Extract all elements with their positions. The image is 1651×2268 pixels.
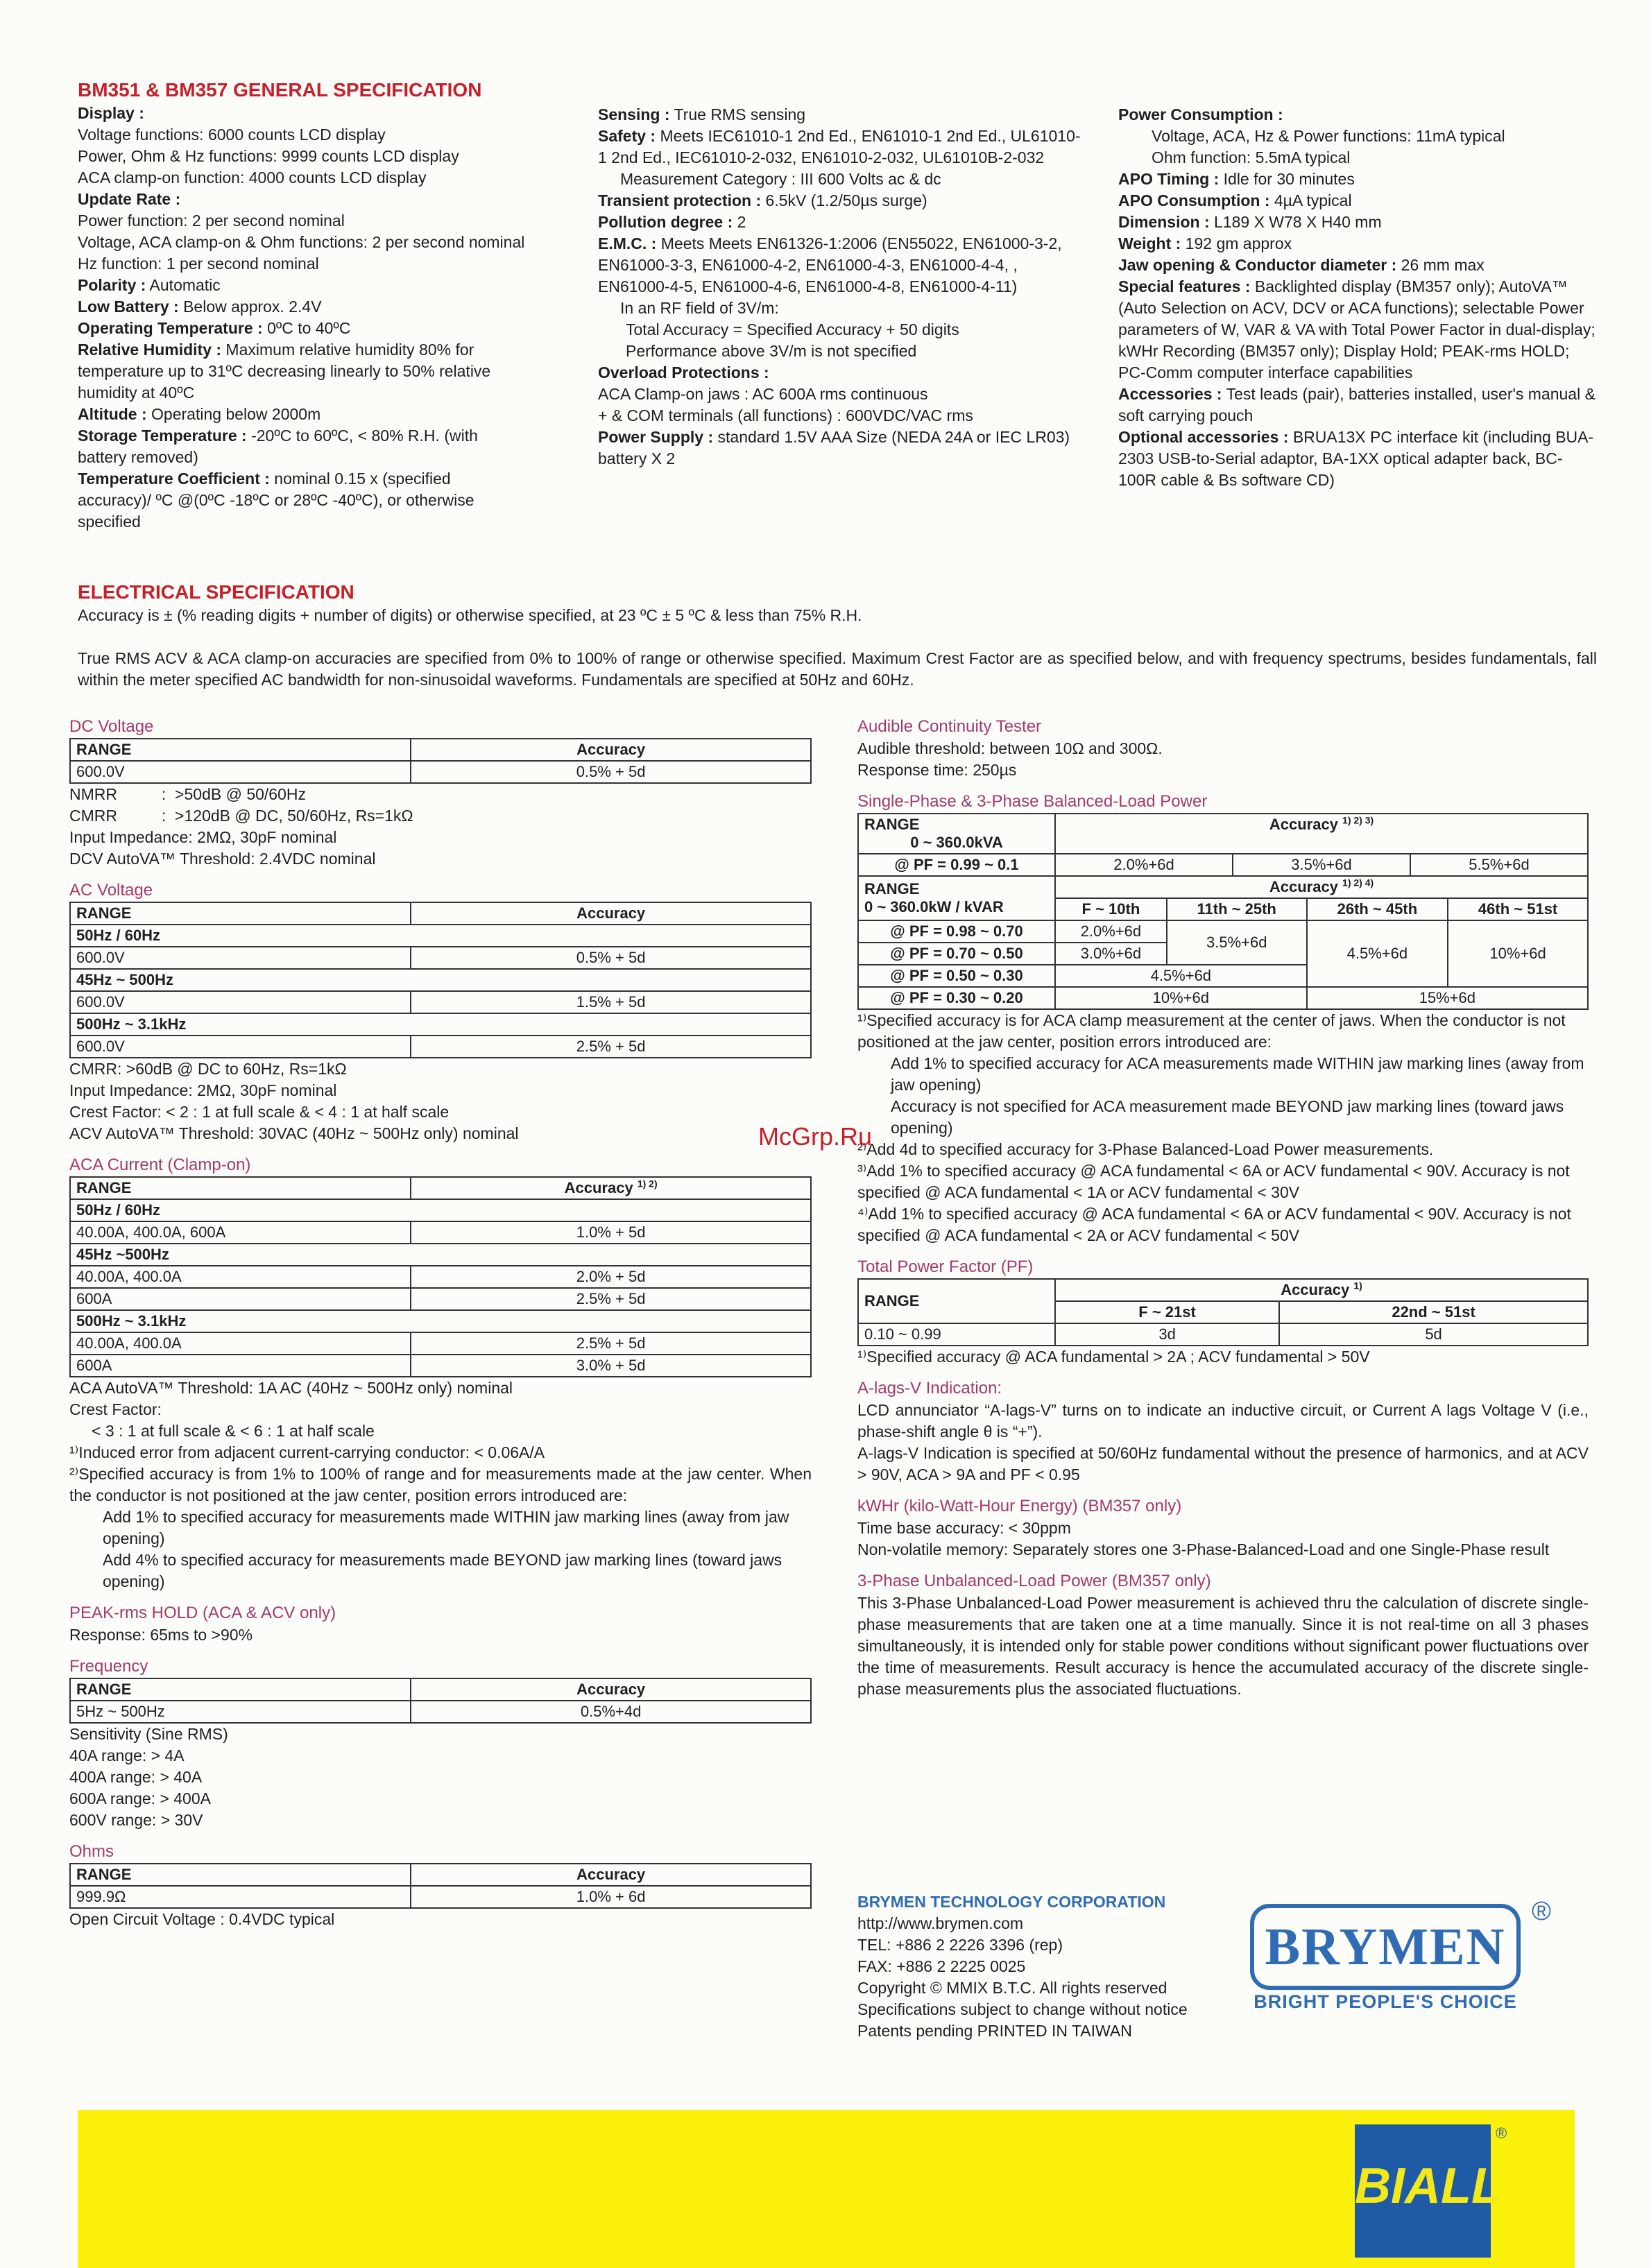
spec-label: Operating Temperature : <box>78 319 263 337</box>
spec-line <box>78 146 529 167</box>
spec-line <box>598 341 1084 362</box>
unbal-title: 3-Phase Unbalanced-Load Power (BM357 only) <box>857 1572 1211 1590</box>
spec-line <box>78 339 529 404</box>
aca-accuracy: 3.0% + 5d <box>411 1355 811 1377</box>
aca-accuracy: 2.0% + 5d <box>411 1266 811 1288</box>
footnote: ³⁾Add 1% to specified accuracy @ ACA fundamental < 6A or ACV fundamental < 90V. Accuracy is not specified @ ACA fundamental < 1A or ACV fundamental < 30V <box>857 1162 1570 1201</box>
acv-range: 600.0V <box>70 1036 411 1058</box>
aca-range: 600A <box>70 1355 411 1377</box>
power-title: Single-Phase & 3-Phase Balanced-Load Power <box>857 792 1208 811</box>
acv-range: 600.0V <box>70 991 411 1013</box>
acv-accuracy: 2.5% + 5d <box>411 1036 811 1058</box>
pf-table <box>857 1278 1589 1346</box>
spec-value: BRUA13X PC interface kit (including BUA-2303 USB-to-Serial adaptor, BA-1XX optical adapter back, BC-100R cable & Bs software CD) <box>1118 428 1594 489</box>
spec-label: Jaw opening & Conductor diameter : <box>1118 256 1397 274</box>
continuity-title: Audible Continuity Tester <box>857 717 1042 736</box>
acv-band: 50Hz / 60Hz <box>70 925 811 947</box>
watermark-text: McGrp.Ru <box>758 1122 873 1151</box>
spec-label: APO Timing : <box>1118 170 1220 188</box>
power2-val: 3.0%+6d <box>1055 943 1167 965</box>
spec-value: 26 mm max <box>1396 256 1485 274</box>
brymen-tagline: BRIGHT PEOPLE'S CHOICE <box>1254 1991 1517 2012</box>
spec-value: standard 1.5V AAA Size (NEDA 24A or IEC LR03) battery X 2 <box>598 428 1070 467</box>
aca-table <box>69 1176 812 1377</box>
spec-line <box>1118 190 1597 212</box>
continuity-line: Audible threshold: between 10Ω and 300Ω. <box>857 739 1163 757</box>
kwhr-title: kWHr (kilo-Watt-Hour Energy) (BM357 only) <box>857 1497 1182 1515</box>
electrical-accuracy-note: Accuracy is ± (% reading digits + number of digits) or otherwise specified, at 23 ºC ± 5 ºC & less than 75% R.H. <box>78 606 862 624</box>
aca-range: 40.00A, 400.0A <box>70 1332 411 1355</box>
footnote: ⁴⁾Add 1% to specified accuracy @ ACA fundamental < 6A or ACV fundamental < 90V. Accuracy is not specified @ ACA fundamental < 2A or ACV fundamental < 50V <box>857 1205 1571 1244</box>
power2-val: 3.5%+6d <box>1167 920 1307 965</box>
power-table-2 <box>857 875 1589 1010</box>
spec-line <box>78 124 529 146</box>
company-line: TEL: +886 2 2226 3396 (rep) <box>857 1936 1063 1954</box>
freq-title: Frequency <box>69 1657 148 1676</box>
spec-line <box>598 126 1084 169</box>
spec-line <box>598 427 1084 470</box>
power1-acc-header: Accuracy $^{1) 2) 3)}$ <box>1055 814 1588 854</box>
spec-line <box>1118 104 1597 126</box>
registered-icon: ® <box>1496 2124 1507 2142</box>
power2-acc-header: Accuracy $^{1) 2) 4)}$ <box>1055 876 1588 898</box>
registered-icon: ® <box>1532 1897 1551 1926</box>
footnote: Crest Factor: <box>69 1400 162 1418</box>
spec-label: E.M.C. : <box>598 234 657 252</box>
spec-value: Backlighted display (BM357 only); AutoVA™ (Auto Selection on ACV, DCV or ACA functions); selectable Power parameters of W, VAR & VA with Total Power Factor in dual-display; kWHr Recording (BM357 only); Display Hold; PEAK-rms HOLD; PC-Comm computer interface capabilities <box>1118 277 1596 381</box>
footnote: Add 1% to specified accuracy for ACA measurements made WITHIN jaw marking lines (away from jaw opening) <box>891 1054 1584 1094</box>
spec-line <box>598 298 1084 319</box>
acv-band: 45Hz ~ 500Hz <box>70 969 811 991</box>
unbal-text: This 3-Phase Unbalanced-Load Power measurement is achieved thru the calculation of discrete single-phase measurements that are taken one at a time manually. Since it is not real-time on all 3 phases simultaneously, it is intended only for stable power conditions without significant power fluctuations over the time of measurements. Result accuracy is hence the accumulated accuracy of the discrete single-phase measurements plus the associated fluctuations. <box>857 1594 1589 1698</box>
spec-value: Meets IEC61010-1 2nd Ed., EN61010-1 2nd Ed., UL61010-1 2nd Ed., IEC61010-2-032, EN61010-2-032, UL61010B-2-032 <box>598 127 1081 166</box>
general-col-3 <box>1118 104 1597 491</box>
power-table-1 <box>857 813 1589 877</box>
freq-range: 5Hz ~ 500Hz <box>70 1701 411 1723</box>
acv-acc-header: Accuracy <box>411 902 811 925</box>
spec-line <box>1118 212 1597 233</box>
freq-note: 600V range: > 30V <box>69 1811 203 1829</box>
power1-val: 5.5%+6d <box>1410 854 1588 876</box>
spec-line <box>598 384 1084 405</box>
power2-pf: @ PF = 0.98 ~ 0.70 <box>858 920 1055 943</box>
dcv-accuracy: 0.5% + 5d <box>411 761 811 783</box>
acv-note: CMRR: >60dB @ DC to 60Hz, Rs=1kΩ <box>69 1060 347 1078</box>
dcv-note: Input Impedance: 2MΩ, 30pF nominal <box>69 828 337 846</box>
spec-line <box>78 103 529 124</box>
electrical-title: ELECTRICAL SPECIFICATION <box>78 581 354 603</box>
spec-value: Voltage functions: 6000 counts LCD display <box>78 126 386 144</box>
spec-line <box>598 169 1084 190</box>
aca-acc-header: Accuracy $^{1) 2)}$ <box>411 1177 811 1199</box>
dcv-acc-header: Accuracy <box>411 739 811 761</box>
acv-title: AC Voltage <box>69 881 153 900</box>
spec-label: APO Consumption : <box>1118 191 1270 209</box>
aca-band: 500Hz ~ 3.1kHz <box>70 1310 811 1332</box>
freq-note: 400A range: > 40A <box>69 1768 203 1786</box>
peak-text: Response: 65ms to >90% <box>69 1626 253 1644</box>
alags-line: A-lags-V Indication is specified at 50/60Hz fundamental without the presence of harmonics, and at ACV > 90V, ACA > 9A and PF < 0.95 <box>857 1444 1589 1484</box>
dcv-note: CMRR : >120dB @ DC, 50/60Hz, Rs=1kΩ <box>69 807 413 825</box>
acv-note: Input Impedance: 2MΩ, 30pF nominal <box>69 1081 337 1099</box>
power2-val: 10%+6d <box>1055 987 1307 1009</box>
spec-value: Voltage, ACA, Hz & Power functions: 11mA typical <box>1152 127 1505 145</box>
spec-line <box>1118 147 1597 169</box>
spec-value: Performance above 3V/m is not specified <box>626 342 917 360</box>
spec-line <box>78 253 529 275</box>
spec-value: Meets Meets EN61326-1:2006 (EN55022, EN61000-3-2, EN61000-3-3, EN61000-4-2, EN61000-4-3, EN61000-4-4, , EN61000-4-5, EN61000-4-6, EN61000-4-8, EN61000-4-11) <box>598 234 1062 295</box>
spec-label: Altitude : <box>78 405 147 423</box>
aca-band: 50Hz / 60Hz <box>70 1199 811 1221</box>
spec-value: ACA Clamp-on jaws : AC 600A rms continuous <box>598 385 928 403</box>
spec-value: 6.5kV (1.2/50µs surge) <box>761 191 927 209</box>
alags-line: LCD annunciator “A-lags-V” turns on to indicate an inductive circuit, or Current A lags Voltage V (i.e., phase-shift angle θ is “+”). <box>857 1401 1589 1441</box>
dcv-range: 600.0V <box>70 761 411 783</box>
footnote: Add 4% to specified accuracy for measurements made BEYOND jaw marking lines (toward jaws opening) <box>103 1551 782 1590</box>
brymen-logo-box <box>1250 1904 1521 1990</box>
acv-note: ACV AutoVA™ Threshold: 30VAC (40Hz ~ 500Hz only) nominal <box>69 1124 519 1142</box>
brymen-logo <box>1250 1904 1521 2013</box>
spec-label: Special features : <box>1118 277 1251 295</box>
spec-value: 2 <box>733 213 746 231</box>
spec-value: Measurement Category : III 600 Volts ac & dc <box>620 170 941 188</box>
aca-range: 40.00A, 400.0A, 600A <box>70 1221 411 1244</box>
spec-line <box>78 425 529 468</box>
spec-line <box>78 275 529 296</box>
pf-col: F ~ 21st <box>1055 1301 1279 1323</box>
general-col-1 <box>78 78 529 533</box>
acv-note: Crest Factor: < 2 : 1 at full scale & < 4 : 1 at half scale <box>69 1103 450 1121</box>
freq-range-header: RANGE <box>70 1678 411 1701</box>
company-line: Copyright © MMIX B.T.C. All rights reserved <box>857 1979 1167 1997</box>
spec-line <box>1118 126 1597 147</box>
power1-val: 2.0%+6d <box>1055 854 1233 876</box>
spec-line <box>598 233 1084 298</box>
spec-value: Automatic <box>146 276 221 294</box>
right-spec-column <box>857 716 1589 1700</box>
aca-range-header: RANGE <box>70 1177 411 1199</box>
spec-line <box>1118 169 1597 190</box>
power2-col: 26th ~ 45th <box>1307 898 1448 920</box>
spec-label: Relative Humidity : <box>78 341 222 359</box>
alags-title: A-lags-V Indication: <box>857 1379 1002 1398</box>
spec-label: Update Rate : <box>78 190 181 208</box>
footer-yellow-band <box>78 2110 1575 2268</box>
electrical-header <box>78 580 1597 691</box>
footnote: ACA AutoVA™ Threshold: 1A AC (40Hz ~ 500Hz only) nominal <box>69 1379 513 1397</box>
spec-label: Power Supply : <box>598 428 714 446</box>
power2-val: 15%+6d <box>1307 987 1588 1009</box>
spec-value: + & COM terminals (all functions) : 600VDC/VAC rms <box>598 406 973 424</box>
spec-label: Power Consumption : <box>1118 105 1283 123</box>
company-name: BRYMEN TECHNOLOGY CORPORATION <box>857 1893 1166 1911</box>
spec-value: Maximum relative humidity 80% for temperature up to 31ºC decreasing linearly to 50% relative humidity at 40ºC <box>78 341 491 402</box>
spec-value: ACA clamp-on function: 4000 counts LCD display <box>78 169 427 187</box>
spec-line <box>1118 384 1597 427</box>
spec-label: Temperature Coefficient : <box>78 470 270 488</box>
brymen-wordmark: BRYMEN <box>1265 1917 1506 1976</box>
ohms-table <box>69 1863 812 1909</box>
aca-range: 40.00A, 400.0A <box>70 1266 411 1288</box>
spec-label: Transient protection : <box>598 191 762 209</box>
spec-value: In an RF field of 3V/m: <box>620 299 779 317</box>
aca-band: 45Hz ~500Hz <box>70 1244 811 1266</box>
power1-pf: @ PF = 0.99 ~ 0.1 <box>858 854 1055 876</box>
pf-range: 0.10 ~ 0.99 <box>858 1323 1055 1346</box>
spec-value: Power function: 2 per second nominal <box>78 212 345 230</box>
spec-line <box>1118 233 1597 255</box>
pf-val: 3d <box>1055 1323 1279 1346</box>
biall-logo <box>1355 2124 1502 2258</box>
aca-accuracy: 2.5% + 5d <box>411 1332 811 1355</box>
ohms-acc-header: Accuracy <box>411 1864 811 1886</box>
spec-value: L189 X W78 X H40 mm <box>1209 213 1382 231</box>
ohms-range-header: RANGE <box>70 1864 411 1886</box>
acv-accuracy: 0.5% + 5d <box>411 947 811 969</box>
kwhr-line: Non-volatile memory: Separately stores one 3-Phase-Balanced-Load and one Single-Phase result <box>857 1540 1550 1558</box>
dcv-note: DCV AutoVA™ Threshold: 2.4VDC nominal <box>69 850 376 868</box>
spec-label: Sensing : <box>598 105 670 123</box>
acv-range: 600.0V <box>70 947 411 969</box>
spec-value: Below approx. 2.4V <box>178 298 322 316</box>
spec-value: nominal 0.15 x (specified accuracy)/ ºC @(0ºC -18ºC or 28ºC -40ºC), or otherwise specified <box>78 470 474 531</box>
spec-line <box>598 362 1084 384</box>
acv-range-header: RANGE <box>70 902 411 925</box>
spec-value: Ohm function: 5.5mA typical <box>1152 148 1351 166</box>
spec-line <box>1118 255 1597 276</box>
spec-value: 4µA typical <box>1269 191 1352 209</box>
ohms-title: Ohms <box>69 1842 114 1861</box>
ohms-accuracy: 1.0% + 6d <box>411 1886 811 1908</box>
power2-val: 2.0%+6d <box>1055 920 1167 943</box>
left-spec-column <box>69 716 812 1930</box>
spec-value: Power, Ohm & Hz functions: 9999 counts LCD display <box>78 147 459 165</box>
spec-label: Storage Temperature : <box>78 427 247 445</box>
spec-line <box>78 210 529 232</box>
acv-table <box>69 902 812 1058</box>
spec-line <box>598 190 1084 212</box>
spec-label: Pollution degree : <box>598 213 733 231</box>
spec-line <box>598 319 1084 341</box>
footnote: Accuracy is not specified for ACA measurement made BEYOND jaw marking lines (toward jaws opening) <box>891 1097 1564 1137</box>
freq-acc-header: Accuracy <box>411 1678 811 1701</box>
acv-accuracy: 1.5% + 5d <box>411 991 811 1013</box>
power2-pf: @ PF = 0.50 ~ 0.30 <box>858 965 1055 987</box>
company-line: Patents pending PRINTED IN TAIWAN <box>857 2022 1132 2040</box>
spec-line <box>78 167 529 189</box>
company-url[interactable]: http://www.brymen.com <box>857 1914 1024 1932</box>
pf-note: ¹⁾Specified accuracy @ ACA fundamental > 2A ; ACV fundamental > 50V <box>857 1348 1370 1366</box>
dcv-title: DC Voltage <box>69 717 154 736</box>
kwhr-line: Time base accuracy: < 30ppm <box>857 1519 1071 1537</box>
freq-table <box>69 1678 812 1724</box>
spec-line <box>1118 276 1597 384</box>
footnote: ²⁾Specified accuracy is from 1% to 100% of range and for measurements made at the jaw center. When the conductor is not positioned at the jaw center, position errors introduced are: <box>69 1465 812 1504</box>
spec-line <box>78 189 529 210</box>
spec-value: Idle for 30 minutes <box>1219 170 1355 188</box>
spec-label: Safety : <box>598 127 656 145</box>
power2-col: 46th ~ 51st <box>1448 898 1588 920</box>
pf-acc-header: Accuracy $^{1)}$ <box>1055 1279 1588 1301</box>
spec-value: Hz function: 1 per second nominal <box>78 255 319 273</box>
dcv-range-header: RANGE <box>70 739 411 761</box>
spec-line <box>598 212 1084 233</box>
ohms-range: 999.9Ω <box>70 1886 411 1908</box>
power2-pf: @ PF = 0.70 ~ 0.50 <box>858 943 1055 965</box>
footnote: Add 1% to specified accuracy for measurements made WITHIN jaw marking lines (away from jaw opening) <box>103 1508 789 1547</box>
spec-value: Test leads (pair), batteries installed, user's manual & soft carrying pouch <box>1118 385 1596 424</box>
power2-col: F ~ 10th <box>1055 898 1167 920</box>
spec-value: 192 gm approx <box>1181 234 1292 252</box>
freq-note: 40A range: > 4A <box>69 1746 185 1764</box>
spec-line <box>598 405 1084 427</box>
spec-value: 0ºC to 40ºC <box>262 319 351 337</box>
spec-value: Total Accuracy = Specified Accuracy + 50 digits <box>626 320 959 338</box>
power2-col: 11th ~ 25th <box>1167 898 1307 920</box>
power2-val: 4.5%+6d <box>1307 920 1448 987</box>
aca-accuracy: 1.0% + 5d <box>411 1221 811 1244</box>
dcv-note: NMRR : >50dB @ 50/60Hz <box>69 785 307 803</box>
footnote: ¹⁾Induced error from adjacent current-carrying conductor: < 0.06A/A <box>69 1443 545 1461</box>
footnote: ²⁾Add 4d to specified accuracy for 3-Phase Balanced-Load Power measurements. <box>857 1140 1434 1158</box>
table-row <box>70 761 811 783</box>
spec-line <box>78 404 529 425</box>
spec-label: Optional accessories : <box>1118 428 1289 446</box>
biall-wordmark: BIALL <box>1355 2158 1502 2214</box>
company-info <box>857 1891 1246 2042</box>
spec-label: Dimension : <box>1118 213 1210 231</box>
power2-val: 10%+6d <box>1448 920 1588 987</box>
footnote: < 3 : 1 at full scale & < 6 : 1 at half scale <box>92 1422 375 1440</box>
spec-line <box>598 104 1084 126</box>
aca-title: ACA Current (Clamp-on) <box>69 1156 251 1174</box>
spec-line <box>78 296 529 318</box>
general-col-2 <box>598 104 1084 470</box>
pf-range-header: RANGE <box>858 1279 1055 1323</box>
continuity-line: Response time: 250µs <box>857 761 1017 779</box>
freq-note: Sensitivity (Sine RMS) <box>69 1725 228 1743</box>
general-title: BM351 & BM357 GENERAL SPECIFICATION <box>78 79 482 101</box>
electrical-trms-note: True RMS ACV & ACA clamp-on accuracies are specified from 0% to 100% of range or otherwise specified. Maximum Crest Factor are as specified below, and with frequency spectrums, besides fundamentals, fall within the meter specified AC bandwidth for non-sinusoidal waveforms. Fundamentals are specified at 50Hz and 60Hz. <box>78 649 1597 689</box>
power1-range: RANGE 0 ~ 360.0kVA <box>858 814 1055 854</box>
footnote: ¹⁾Specified accuracy is for ACA clamp measurement at the center of jaws. When the conductor is not positioned at the jaw center, position errors introduced are: <box>857 1011 1566 1051</box>
freq-note: 600A range: > 400A <box>69 1789 211 1807</box>
spec-line <box>78 232 529 253</box>
pf-val: 5d <box>1279 1323 1588 1346</box>
spec-line <box>1118 427 1597 491</box>
spec-value: Operating below 2000m <box>146 405 321 423</box>
dcv-table <box>69 738 812 784</box>
spec-label: Display : <box>78 104 144 122</box>
power1-val: 3.5%+6d <box>1233 854 1410 876</box>
power2-val: 4.5%+6d <box>1055 965 1307 987</box>
aca-range: 600A <box>70 1288 411 1310</box>
spec-label: Accessories : <box>1118 385 1222 403</box>
peak-title: PEAK-rms HOLD (ACA & ACV only) <box>69 1604 336 1622</box>
spec-label: Polarity : <box>78 276 146 294</box>
aca-accuracy: 2.5% + 5d <box>411 1288 811 1310</box>
ohms-note: Open Circuit Voltage : 0.4VDC typical <box>69 1910 335 1928</box>
spec-value: -20ºC to 60ºC, < 80% R.H. (with battery removed) <box>78 427 478 466</box>
power2-pf: @ PF = 0.30 ~ 0.20 <box>858 987 1055 1009</box>
spec-value: Voltage, ACA clamp-on & Ohm functions: 2 per second nominal <box>78 233 525 251</box>
acv-band: 500Hz ~ 3.1kHz <box>70 1013 811 1036</box>
pf-col: 22nd ~ 51st <box>1279 1301 1588 1323</box>
freq-accuracy: 0.5%+4d <box>411 1701 811 1723</box>
company-line: FAX: +886 2 2225 0025 <box>857 1957 1026 1975</box>
spec-label: Weight : <box>1118 234 1181 252</box>
company-line: Specifications subject to change without notice <box>857 2000 1188 2018</box>
spec-line <box>78 318 529 339</box>
spec-value: True RMS sensing <box>669 105 806 123</box>
spec-line <box>78 468 529 533</box>
spec-label: Overload Protections : <box>598 363 769 381</box>
pf-title: Total Power Factor (PF) <box>857 1257 1034 1276</box>
spec-label: Low Battery : <box>78 298 179 316</box>
power2-range: RANGE 0 ~ 360.0kW / kVAR <box>858 876 1055 920</box>
